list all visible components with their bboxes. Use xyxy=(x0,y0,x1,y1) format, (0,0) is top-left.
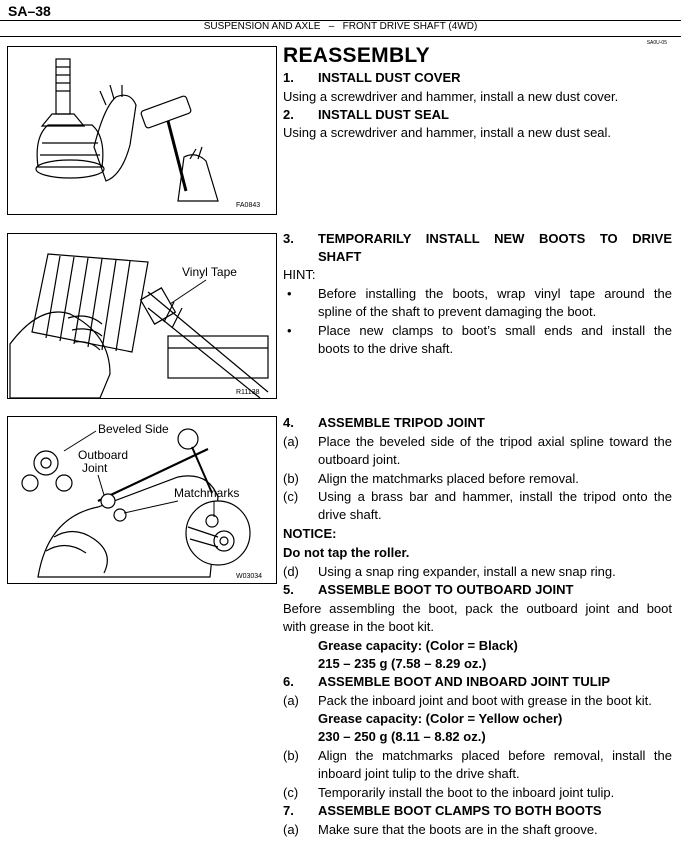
notice-label: NOTICE: xyxy=(283,526,337,541)
matchmarks-label: Matchmarks xyxy=(174,486,240,500)
step-5-line2: with grease in the boot kit. xyxy=(283,619,435,634)
step-1-title: INSTALL DUST COVER xyxy=(318,70,461,85)
step-4c-line2: drive shaft. xyxy=(318,507,382,522)
step-7-number: 7. xyxy=(283,803,294,818)
step-1-text: Using a screwdriver and hammer, install a new dust cover. xyxy=(283,89,619,104)
step-7-title: ASSEMBLE BOOT CLAMPS TO BOTH BOOTS xyxy=(318,803,602,818)
figure-boot-install xyxy=(7,233,277,399)
bullet-2-line2: boots to the drive shaft. xyxy=(318,341,454,356)
dust-cover-illustration xyxy=(8,47,276,214)
page-title: REASSEMBLY xyxy=(283,44,430,67)
step-4a-label: (a) xyxy=(283,434,299,449)
step-6c-label: (c) xyxy=(283,785,299,800)
document-code: SA0U-05 xyxy=(646,40,667,46)
step-4b-label: (b) xyxy=(283,471,299,486)
bullet-1: • xyxy=(287,286,292,301)
step-3-number: 3. xyxy=(283,231,294,246)
vinyl-tape-label: Vinyl Tape xyxy=(182,265,237,279)
step-6-title: ASSEMBLE BOOT AND INBOARD JOINT TULIP xyxy=(318,674,611,689)
step-3-title-line1: TEMPORARILY INSTALL NEW BOOTS TO DRIVE xyxy=(318,231,672,246)
step-2-title: INSTALL DUST SEAL xyxy=(318,107,449,122)
step-5-grease-amount: 215 – 235 g (7.58 – 8.29 oz.) xyxy=(318,656,487,671)
bullet-2-line1: Place new clamps to boot’s small ends and install the xyxy=(318,323,672,338)
matchmarks-leader-1 xyxy=(124,501,178,513)
section-header: SUSPENSION AND AXLE – FRONT DRIVE SHAFT (4WD) xyxy=(203,21,478,32)
step-6b-line2: inboard joint tulip to the drive shaft. xyxy=(318,766,520,781)
step-6a-line1: Pack the inboard joint and boot with grease in the boot kit. xyxy=(318,693,652,708)
step-6c-line1: Temporarily install the boot to the inboard joint tulip. xyxy=(318,785,615,800)
bullet-1-line2: spline of the shaft to prevent damaging the boot. xyxy=(318,304,597,319)
step-4-number: 4. xyxy=(283,415,294,430)
beveled-side-label: Beveled Side xyxy=(98,422,169,436)
joint-label: Joint xyxy=(82,461,108,475)
hint-label: HINT: xyxy=(283,267,316,282)
step-4c-line1: Using a brass bar and hammer, install the tripod onto the xyxy=(318,489,672,504)
step-4a-line1: Place the beveled side of the tripod axial spline toward the xyxy=(318,434,672,449)
step-4-title: ASSEMBLE TRIPOD JOINT xyxy=(318,415,485,430)
page-number: SA–38 xyxy=(8,3,51,19)
step-5-line1: Before assembling the boot, pack the outboard joint and boot xyxy=(283,601,672,616)
step-6b-line1: Align the matchmarks placed before removal, install the xyxy=(318,748,672,763)
figure-id: W03034 xyxy=(236,573,263,580)
step-1-number: 1. xyxy=(283,70,294,85)
figure-dust-cover xyxy=(7,46,277,215)
step-5-grease-capacity: Grease capacity: (Color = Black) xyxy=(318,638,518,653)
notice-text: Do not tap the roller. xyxy=(283,545,410,560)
step-6-number: 6. xyxy=(283,674,294,689)
outboard-joint-leader xyxy=(98,475,104,495)
figure-id: FA0843 xyxy=(236,202,261,209)
step-2-number: 2. xyxy=(283,107,294,122)
boot-install-illustration xyxy=(8,234,276,398)
step-2-text: Using a screwdriver and hammer, install a new dust seal. xyxy=(283,125,612,140)
vinyl-tape-leader xyxy=(170,280,206,304)
figure-tripod-joint xyxy=(7,416,277,584)
header-rule-bottom xyxy=(0,36,681,37)
outboard-label: Outboard xyxy=(78,448,129,462)
step-4d-label: (d) xyxy=(283,564,299,579)
step-6a-label: (a) xyxy=(283,693,299,708)
tripod-joint-illustration xyxy=(8,417,276,583)
step-4d-line1: Using a snap ring expander, install a new snap ring. xyxy=(318,564,616,579)
step-6-grease-capacity: Grease capacity: (Color = Yellow ocher) xyxy=(318,711,563,726)
step-7a-line1: Make sure that the boots are in the shaft groove. xyxy=(318,822,598,837)
step-5-title: ASSEMBLE BOOT TO OUTBOARD JOINT xyxy=(318,582,574,597)
step-4b-line1: Align the matchmarks placed before removal. xyxy=(318,471,579,486)
bullet-1-line1: Before installing the boots, wrap vinyl tape around the xyxy=(318,286,672,301)
bullet-2: • xyxy=(287,323,292,338)
step-4c-label: (c) xyxy=(283,489,299,504)
step-5-number: 5. xyxy=(283,582,294,597)
step-4a-line2: outboard joint. xyxy=(318,452,401,467)
step-7a-label: (a) xyxy=(283,822,299,837)
step-6b-label: (b) xyxy=(283,748,299,763)
figure-id: R11138 xyxy=(236,389,260,396)
step-3-title-line2: SHAFT xyxy=(318,249,362,264)
step-6-grease-amount: 230 – 250 g (8.11 – 8.82 oz.) xyxy=(318,729,486,744)
